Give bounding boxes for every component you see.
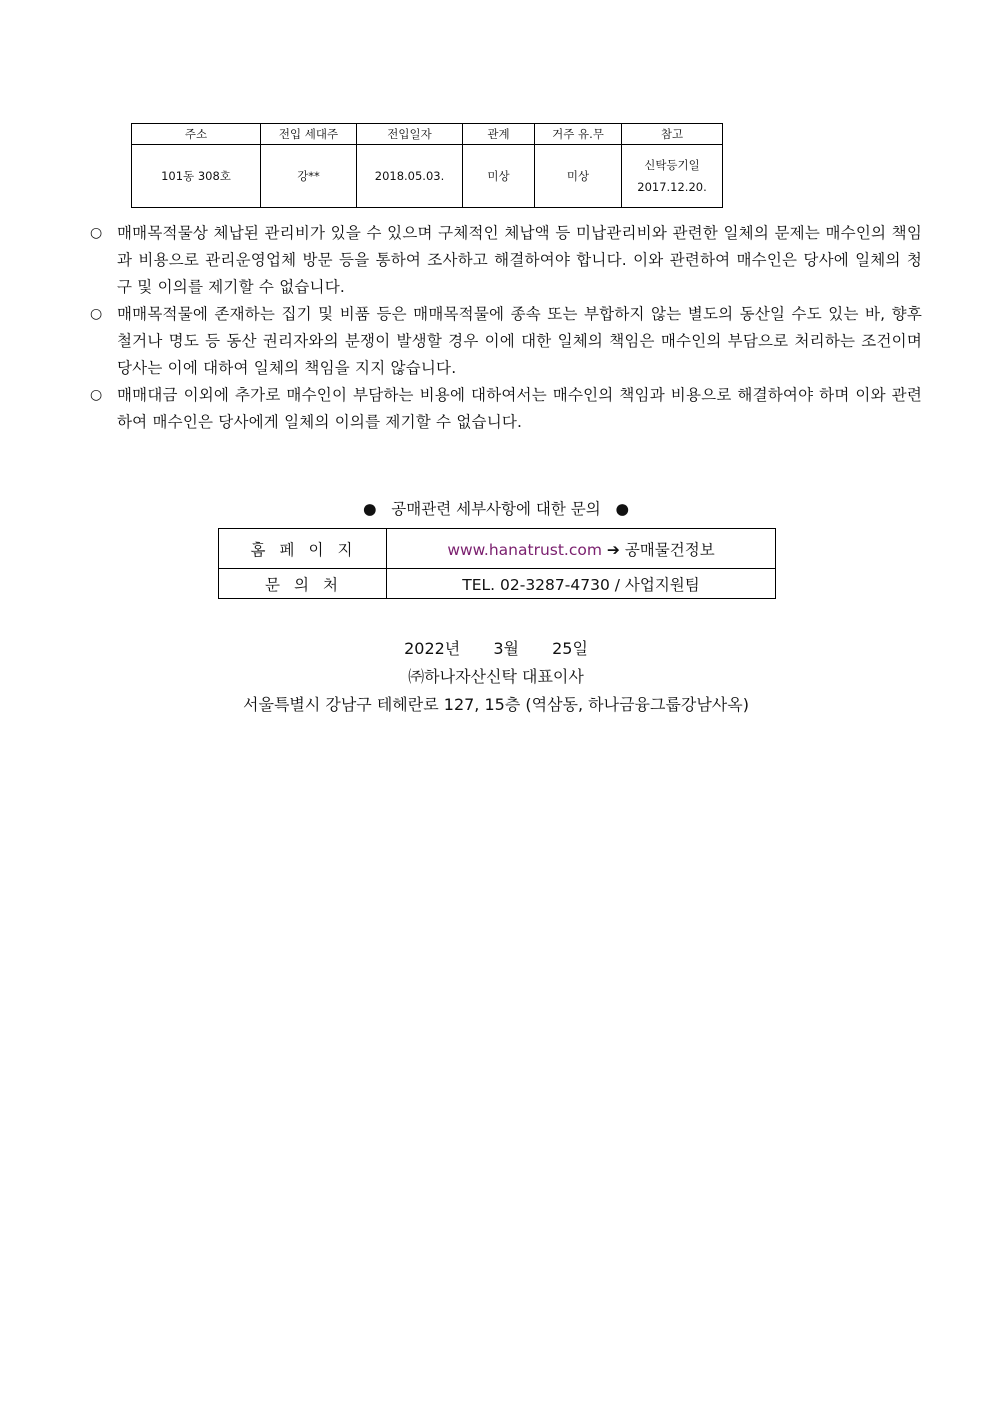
list-item xyxy=(90,301,922,382)
cell-note xyxy=(622,145,723,208)
cell-householder: 강** xyxy=(261,145,357,208)
homepage-cell xyxy=(387,529,776,569)
footer-address: 서울특별시 강남구 테헤란로 127, 15층 (역삼동, 하나금융그룹강남사옥) xyxy=(243,695,749,714)
homepage-menu: 공매물건정보 xyxy=(624,540,715,559)
cell-note-line1: 신탁등기일 xyxy=(644,158,700,172)
homepage-link[interactable]: www.hanatrust.com xyxy=(447,540,602,559)
header-relation: 관계 xyxy=(463,124,535,145)
notice-text: 매매목적물에 존재하는 집기 및 비품 등은 매매목적물에 종속 또는 부합하지 않는 별도의 동산일 수도 있는 바, 향후 철거나 명도 등 동산 권리자와의 분쟁이 발생할 경우 이에 대한 일체의 책임은 매수인의 부담으로 처리하는 조건이며 당사는 이에 대하여 일체의 책임을 지지 않습니다. xyxy=(117,305,922,377)
header-residence: 거주 유.무 xyxy=(535,124,622,145)
homepage-label: 홈페이지 xyxy=(219,529,387,569)
notice-list xyxy=(90,220,922,436)
footer-month: 3월 xyxy=(493,639,519,658)
occupancy-table xyxy=(131,123,723,208)
inquiry-title xyxy=(0,497,992,519)
occupancy-header-row xyxy=(132,124,723,145)
circle-bullet-icon: ○ xyxy=(90,306,103,322)
contact-value: TEL. 02-3287-4730 / 사업지원팀 xyxy=(387,569,776,599)
footer-year: 2022년 xyxy=(404,639,461,658)
circle-bullet-icon: ○ xyxy=(90,387,103,403)
table-row xyxy=(219,529,776,569)
cell-relation: 미상 xyxy=(463,145,535,208)
table-row xyxy=(132,145,723,208)
footer-date xyxy=(0,636,992,659)
cell-address: 101동 308호 xyxy=(132,145,261,208)
filled-circle-icon: ● xyxy=(615,500,630,518)
header-note: 참고 xyxy=(622,124,723,145)
contact-label: 문의처 xyxy=(219,569,387,599)
header-address: 주소 xyxy=(132,124,261,145)
circle-bullet-icon: ○ xyxy=(90,225,103,241)
list-item xyxy=(90,220,922,301)
header-householder: 전입 세대주 xyxy=(261,124,357,145)
cell-residence: 미상 xyxy=(535,145,622,208)
list-item xyxy=(90,382,922,436)
header-move-in-date: 전입일자 xyxy=(357,124,463,145)
notice-text: 매매목적물상 체납된 관리비가 있을 수 있으며 구체적인 체납액 등 미납관리비와 관련한 일체의 문제는 매수인의 책임과 비용으로 관리운영업체 방문 등을 통하여 조사하고 해결하여야 합니다. 이와 관련하여 매수인은 당사에 일체의 청구 및 이의를 제기할 수 없습니다. xyxy=(117,224,922,296)
filled-circle-icon: ● xyxy=(362,500,377,518)
footer-day: 25일 xyxy=(552,639,588,658)
cell-move-in-date: 2018.05.03. xyxy=(357,145,463,208)
table-row xyxy=(219,569,776,599)
contact-table xyxy=(218,528,776,599)
footer-company: ㈜하나자산신탁 대표이사 xyxy=(408,667,584,686)
inquiry-title-text: 공매관련 세부사항에 대한 문의 xyxy=(391,500,601,518)
arrow-right-icon: ➔ xyxy=(606,540,620,559)
notice-text: 매매대금 이외에 추가로 매수인이 부담하는 비용에 대하여서는 매수인의 책임과 비용으로 해결하여야 하며 이와 관련하여 매수인은 당사에게 일체의 이의를 제기할 수 없습니다. xyxy=(117,386,922,431)
cell-note-line2: 2017.12.20. xyxy=(637,180,707,194)
